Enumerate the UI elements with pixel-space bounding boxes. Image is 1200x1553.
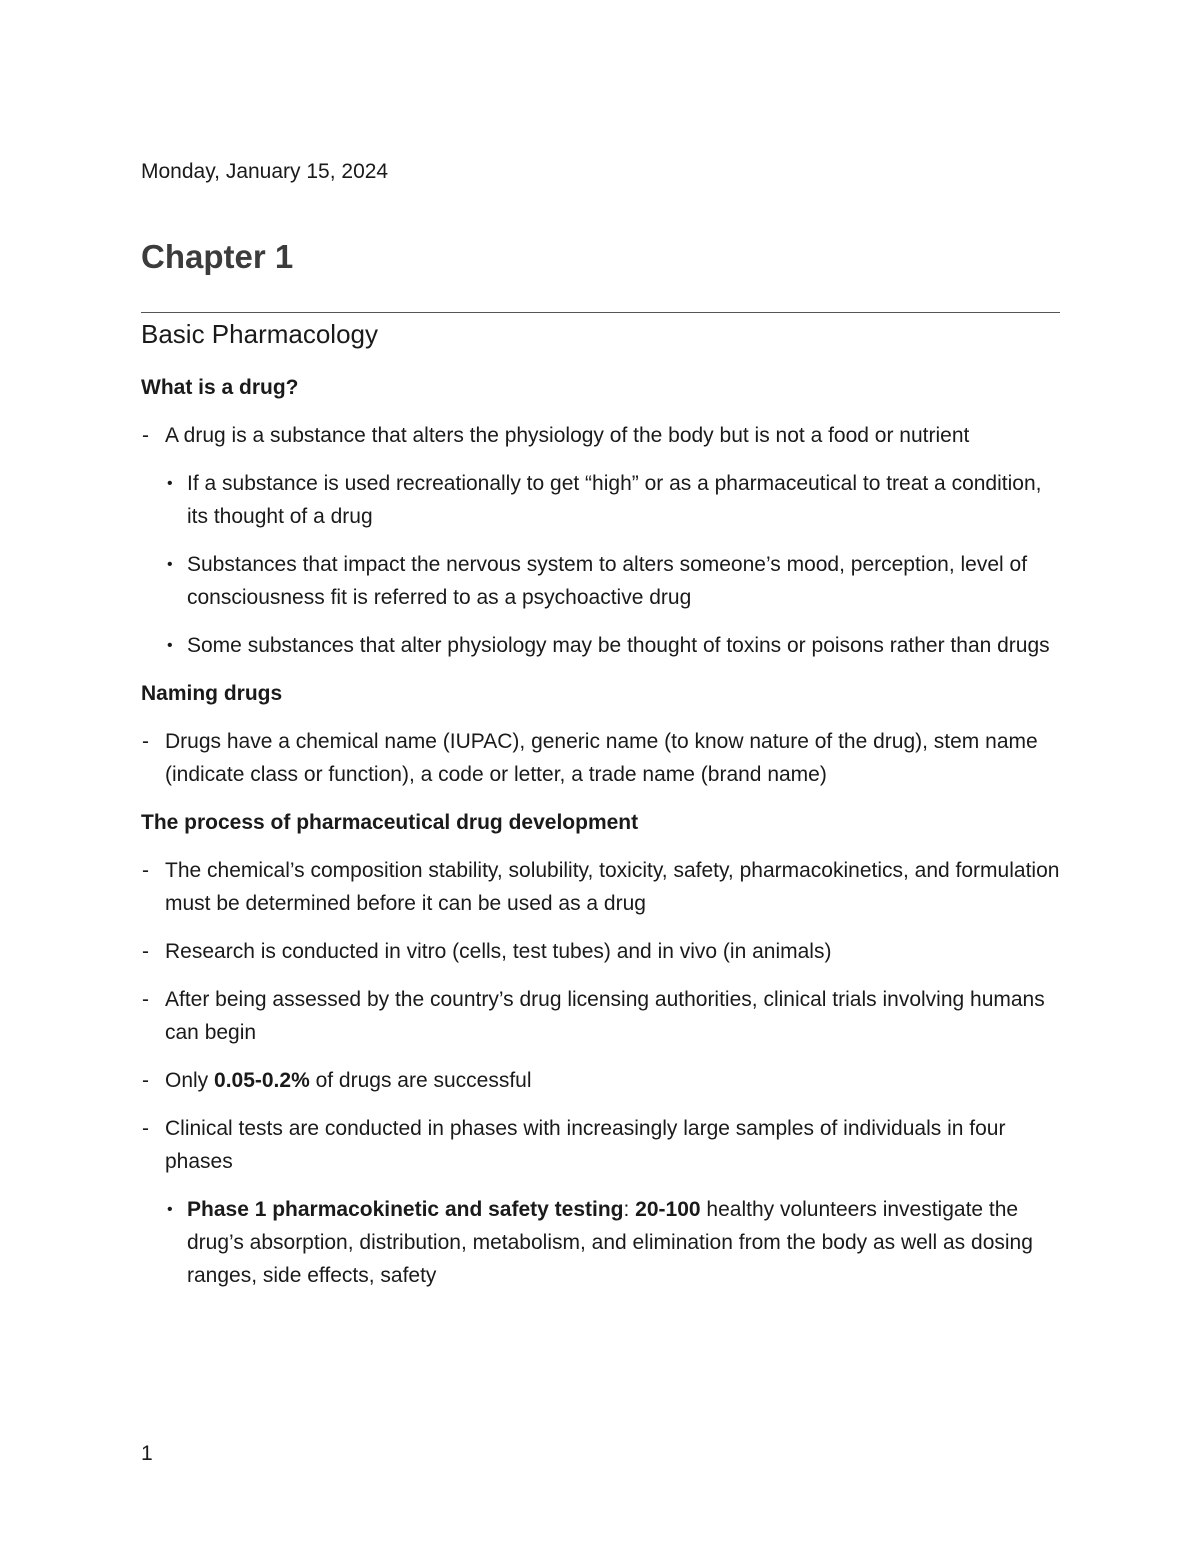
bullet-marker: • [167,1201,173,1218]
bullet-marker: • [167,556,173,573]
sub-list-item [141,1193,1060,1292]
chapter-title: Chapter 1 [141,238,294,275]
sub-list-item [141,467,1060,533]
list-item [141,1112,1060,1178]
list-item-text: After being assessed by the country’s drug licensing authorities, clinical trials involving humans can begin [165,988,1045,1044]
heading-what-is-drug: What is a drug? [141,376,299,399]
list-item [141,983,1060,1049]
dash-marker: - [142,730,149,753]
dash-marker: - [142,940,149,963]
list-item [141,419,1060,452]
list-item-text: Clinical tests are conducted in phases with increasingly large samples of individuals in four phases [165,1117,1006,1173]
note-date: Monday, January 15, 2024 [141,160,389,183]
list-item-text: A drug is a substance that alters the physiology of the body but is not a food or nutrient [165,424,970,447]
dash-marker: - [142,1117,149,1140]
note-body [141,317,1060,1292]
heading-drug-development: The process of pharmaceutical drug development [141,811,639,834]
phase1-text: healthy volunteers investigate the drug’s absorption, distribution, metabolism, and elimination from the body as well as dosing ranges, side effects, safety [187,1198,1033,1287]
list-item [141,854,1060,920]
list-item [141,725,1060,791]
list-item [141,1064,1060,1097]
dash-marker: - [142,424,149,447]
phase1-title: Phase 1 pharmacokinetic and safety testing [187,1198,624,1221]
list-item-text-suffix: of drugs are successful [309,1069,532,1092]
bullet-marker: • [167,637,173,654]
sub-list-item-text: If a substance is used recreationally to get “high” or as a pharmaceutical to treat a condition, its thought of a drug [187,472,1042,528]
dash-marker: - [142,1069,149,1092]
phase1-volunteer-count: 20-100 [629,1198,701,1221]
dash-marker: - [142,988,149,1011]
list-item-text-prefix: Only [165,1069,215,1092]
sub-list-item [141,629,1060,662]
list-item-text: Drugs have a chemical name (IUPAC), generic name (to know nature of the drug), stem name (indicate class or function), a code or letter, a trade name (brand name) [165,730,1038,786]
heading-naming-drugs: Naming drugs [141,682,283,705]
sub-list-item [141,548,1060,614]
list-item-text: The chemical’s composition stability, solubility, toxicity, safety, pharmacokinetics, and formulation must be determined before it can be used as a drug [165,859,1060,915]
list-item [141,935,1060,968]
bullet-marker: • [167,475,173,492]
success-rate: 0.05-0.2% [214,1069,310,1092]
horizontal-divider [141,312,1060,313]
dash-marker: - [142,859,149,882]
page-number: 1 [141,1442,153,1465]
sub-list-item-text: Substances that impact the nervous system to alters someone’s mood, perception, level of consciousness fit is referred to as a psychoactive drug [187,553,1028,609]
phase1-colon: : [623,1198,630,1221]
list-item-text: Research is conducted in vitro (cells, test tubes) and in vivo (in animals) [165,940,832,963]
sub-list-item-text: Some substances that alter physiology may be thought of toxins or poisons rather than drugs [187,634,1050,657]
section-title: Basic Pharmacology [141,319,378,349]
